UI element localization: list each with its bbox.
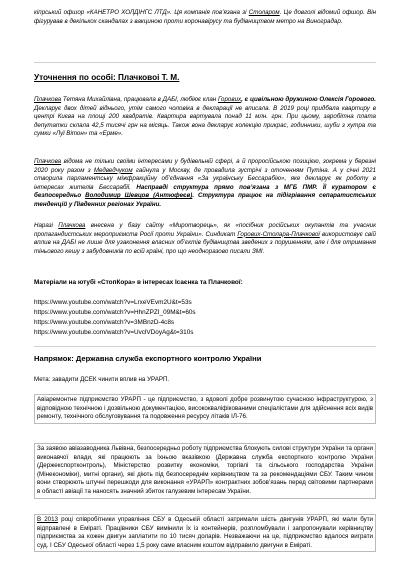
engines-text: році співробітники управління СБУ в Одеській області затримали шість двигунів УРАРП, які мали бути відправлені в Еміраті. Працівники СБУ вимінили їх із контейнерів, розпломбували і запропонували керівництву підприємства за кожен двигун заплатити по 10 тисяч доларів. Незважаючи на це, підприємство вдалося виграти суд. І СБУ Одеської області через 1,5 року саме власним коштом відправило двигуни в Еміраті. — [37, 516, 373, 549]
video-link-3[interactable]: https://www.youtube.com/watch?v=3MBnzD-4c8s — [34, 319, 175, 326]
myrotvorets-paragraph — [34, 222, 376, 256]
heading-name: Плачковоі Т. М. — [118, 73, 180, 82]
video-link-1[interactable]: https://www.youtube.com/watch?v=LrxeVEvm2U&t=53s — [34, 299, 192, 306]
myrotvorets-c: використовує свій вплив на ДАБІ не лише для узаконення власних об’єктів будівництва зведених з порушенням, але і для отримання тіньового кешу з забудовників по всій країні, про що неодноразово писали ЗМІ. — [34, 230, 376, 255]
gorovyh-link[interactable]: Горових — [218, 96, 242, 103]
syndicate-link[interactable]: Горових-Столара-Плачкової — [237, 230, 320, 238]
intro-mid: . Ця компанія пов’язана зі — [170, 9, 249, 16]
section-heading-placikova — [34, 73, 179, 82]
medvedchuk-link[interactable]: Медведчуком — [93, 166, 133, 174]
urarp-paragraph: Авіаремонтне підприємство УРАРП - це підприємство, з вдоволі добре розвинутою сучасною інфраструктурою, з відповідною технічною і дозвільною документацією, висококваліфікованими спеціалістами для здійснення всіх видів ремонту, технічного обслуговування та подовження ресурсу літаків ІЛ-76. — [34, 394, 376, 424]
bio-bold: , є цивільною дружиною Олексія Горового. — [241, 96, 376, 103]
politics-bold: Насправді структура прямо пов’язана з МГБ ПМР. Її куратором є безпосередньо — [34, 183, 377, 200]
politics-a: відома не тільки своїми інтересами у будівельній сфері, а й проросійською позицією, зокрема у березні 2020 року разом з — [34, 158, 376, 174]
divider-2 — [34, 346, 376, 347]
intro-rest: . Це довголі відомий офшор. Він фігурував в декількох скандалах з вакциною проти коронавірусу та будівництвом метро на Виноградар. — [34, 9, 376, 25]
myrotvorets-b: внесена у базу сайту «Миротворець», як «посібник російських окупантів та учасник пропагандистських мероприємств Росії проти України». Синдикат — [34, 222, 376, 238]
intro-paragraph — [34, 9, 376, 26]
video-heading: Матеріали на ютубі «СтопКора» в інтересах Ісаєнка та Плачкової: — [34, 279, 243, 286]
politics-bold-2: . Структура працює на підігрівання сепаратистських тенденцій у Південних регіонах України. — [34, 192, 376, 208]
shevtsov-link[interactable]: Володимир Шевцов (Антюфеєв) — [85, 192, 193, 200]
bio-a: Тетяна Михайлівна, працювала в ДАБІ, любіює клан — [61, 96, 219, 103]
goal-line: Мета: завадити ДСЕК чинити вплив на УРАРП. — [34, 376, 170, 383]
blocking-paragraph: За заявою авіазаводника Львівна, безпосередньо роботу підприємства блокують силові структури України та органи виконавчої влади, які працюють за їхньою вказівкою (Державна служба експортного контролю України (Держекспортконтроль), Міністерство розвитку економіки, торгівлі та сільського господарства України (Мінекономіки), митні органи), які діють під безпосереднім керівництвом та за рекомендаціями СБУ. Таким чином вони створюють штучні перешкоди для виконання «УРАРП» контрактних зобов’язань перед світовими партнерами в області авіації та наносять значний збиток галузевим інтересам України. — [34, 443, 376, 499]
year-link[interactable]: В 2013 — [37, 516, 59, 523]
bio-c: Декларує двох дітей віднього, утім самого чоловіка в декларації не вписала. В 2019 році придбала квартиру в центрі Києва на площі 200 квадратів. Квартира вартувала понад 11 млн. грн. При цьому, заробітна плата депутатки склала 42,5 тисячі грн на місяць. Також вона декларує колекцію прикрас, годинники, шуби з хутра та сумки «Луї Вітон» та «Ерме». — [34, 104, 376, 138]
heading-prefix: Уточнення по особі: — [34, 73, 118, 82]
video-link-2[interactable]: https://www.youtube.com/watch?v=HhnZPZI_09M&t=60s — [34, 309, 196, 316]
section-heading-dsek: Напрямок: Державна служба експортного контролю України — [34, 354, 262, 363]
placikova-name[interactable]: Плачкова — [34, 96, 62, 103]
myrotvorets-a: Наразі — [34, 222, 59, 229]
stolar-link[interactable]: Столаром — [248, 9, 280, 16]
placikova-name-2[interactable]: Плачкова — [34, 158, 62, 165]
video-link-4[interactable]: https://www.youtube.com/watch?v=UvclVDoyAg&t=310s — [34, 329, 194, 336]
intro-prefix: кіпрський офшор — [34, 9, 87, 16]
bio-paragraph — [34, 96, 376, 139]
politics-paragraph — [34, 158, 376, 210]
company-name: «КАНЕТРО ХОЛДІНГС ЛТД» — [86, 9, 171, 16]
politics-b: гайнула у Москву, де провадила зустрічі з оточенням Путіна. А у січні 2021 створила парламентську міжфракційну об’єднання «За українську Бессарабію», яке декларує як роботу в інтересах жителів Бессарабії. — [34, 166, 376, 191]
engines-paragraph — [34, 514, 376, 552]
placikova-name-3[interactable]: Плачкова — [58, 222, 86, 229]
divider — [34, 62, 376, 63]
